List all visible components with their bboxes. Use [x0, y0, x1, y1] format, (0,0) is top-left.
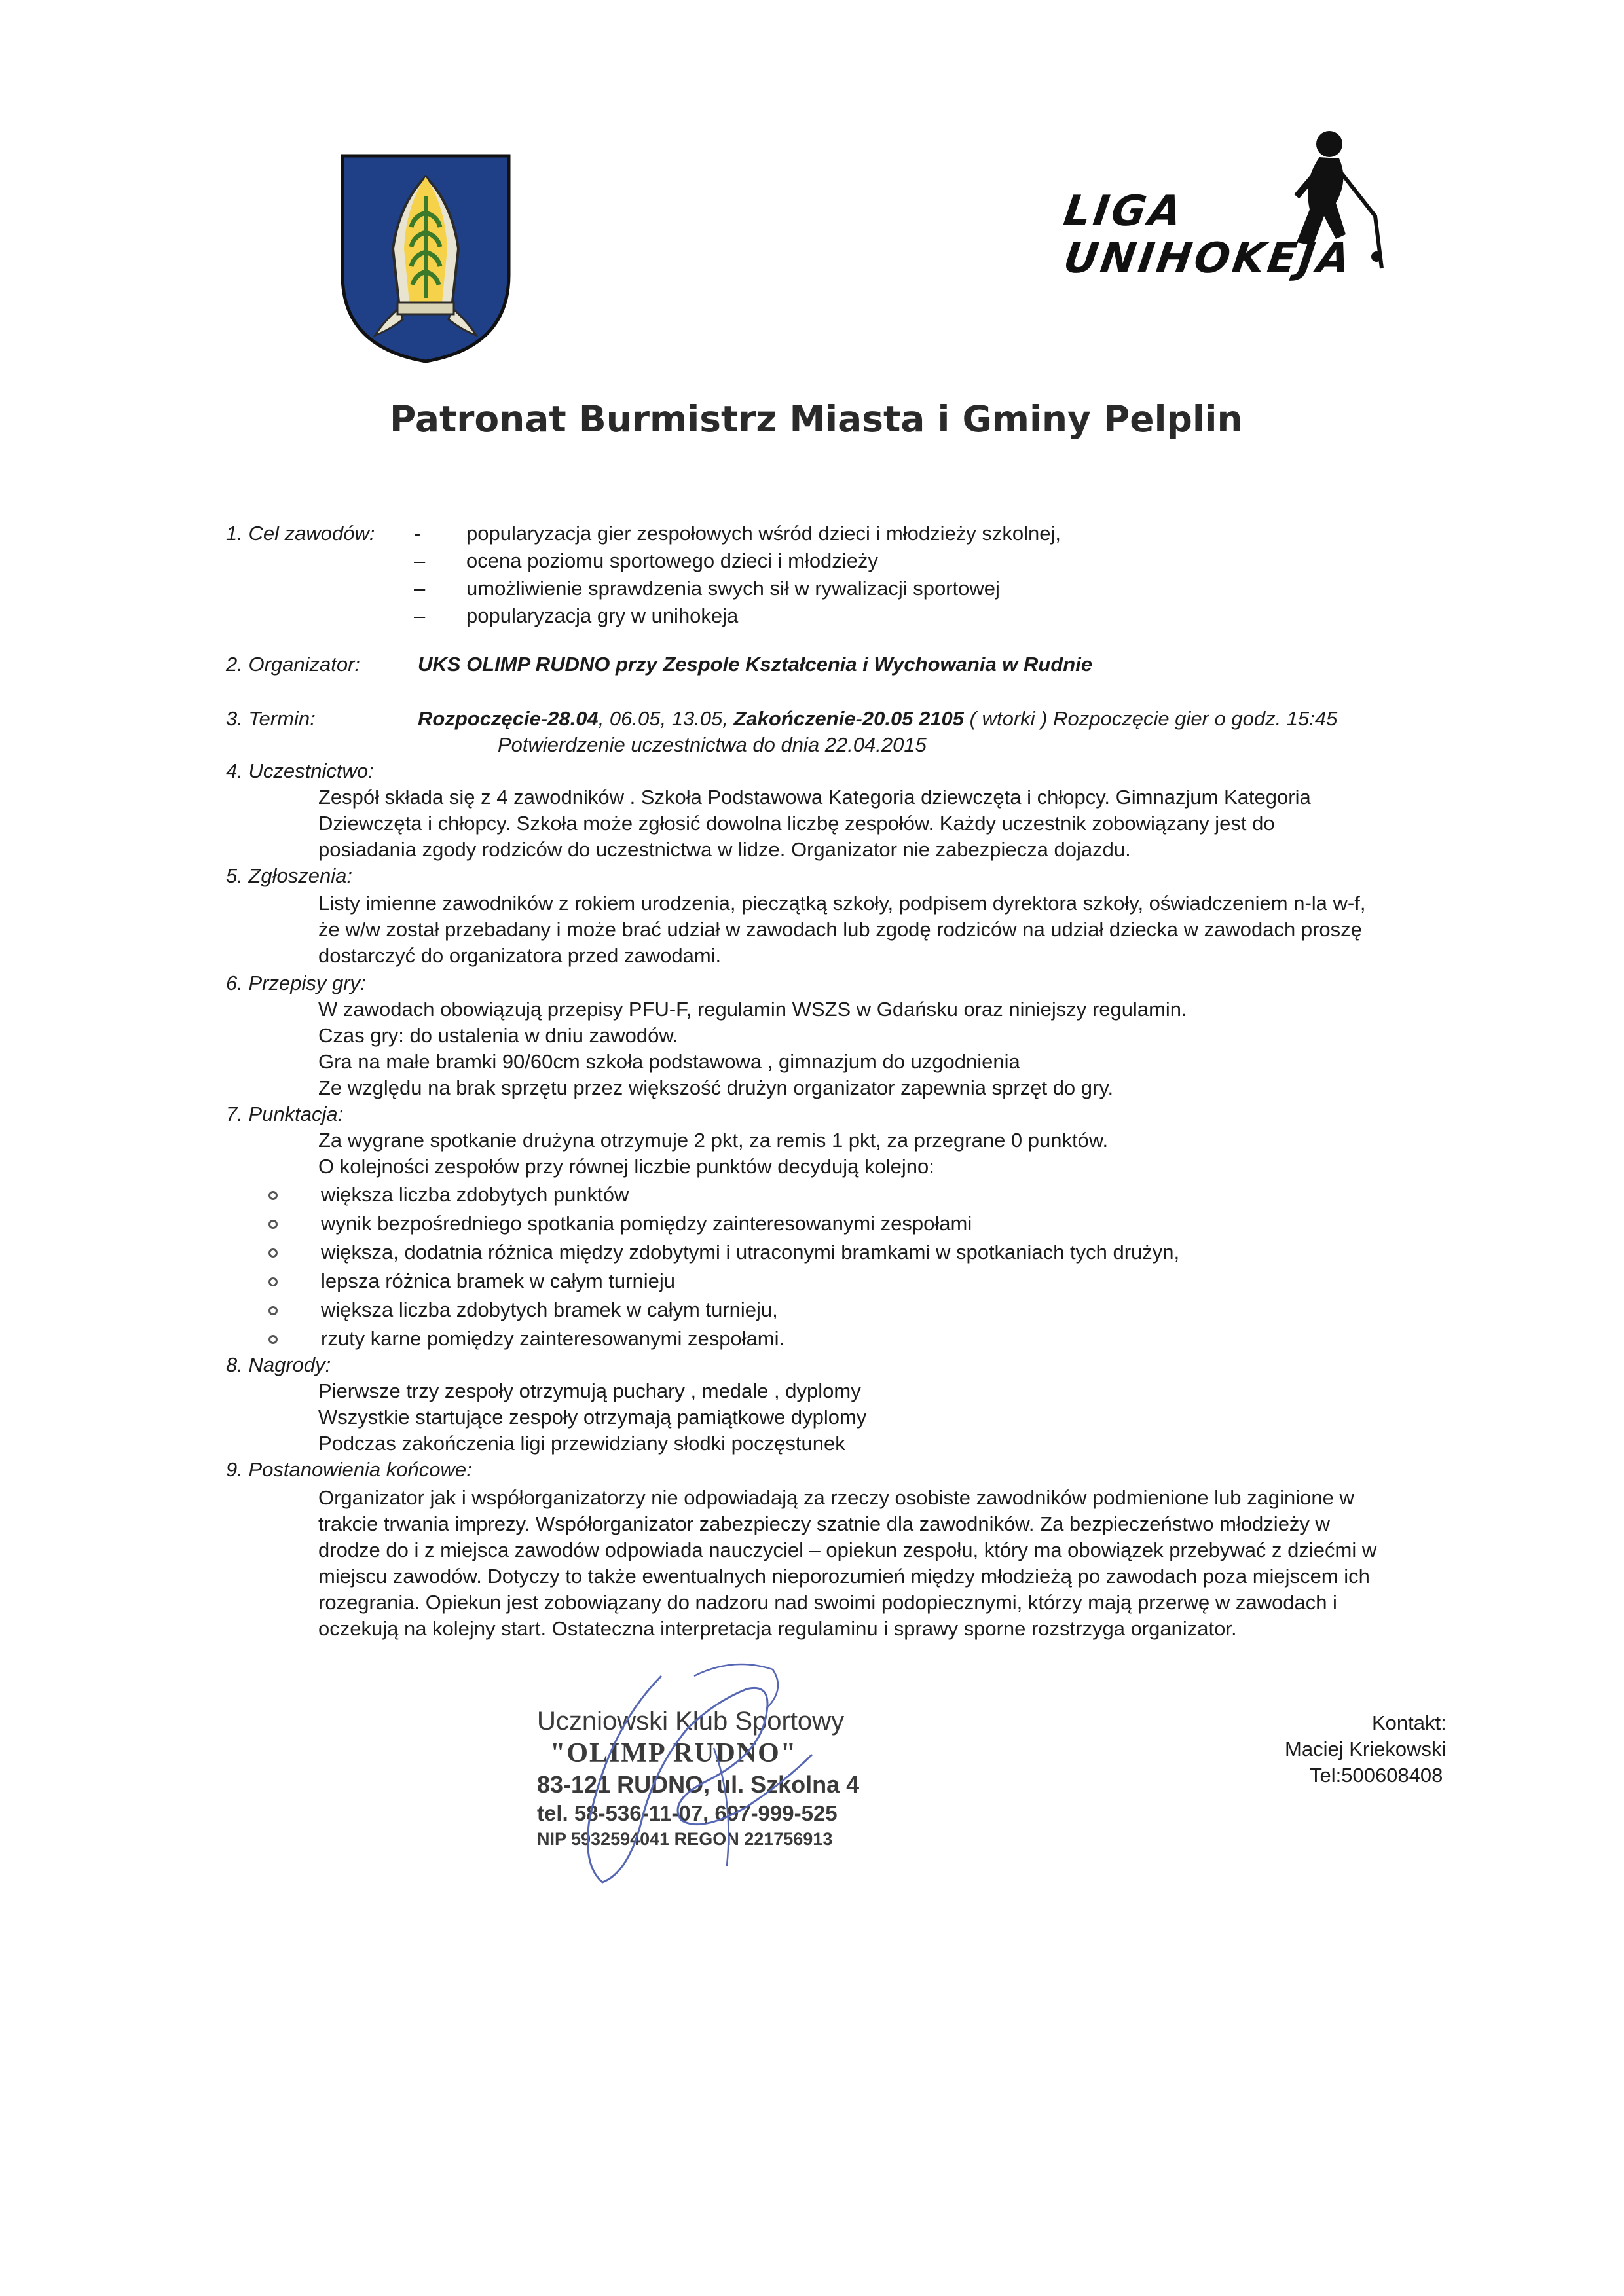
scoring-line: O kolejności zespołów przy równej liczbie punktów decydują kolejno: [318, 1155, 934, 1178]
final-provisions-line: trakcie trwania imprezy. Współorganizator zabezpieczy szatnie dla zawodników. Za bezpieczeństwo młodzieży w [318, 1512, 1330, 1535]
schedule-tail: ( wtorki ) Rozpoczęcie gier o godz. 15:45 [964, 707, 1338, 730]
bullet-icon [268, 1248, 278, 1258]
schedule-start: Rozpoczęcie-28.04 [418, 707, 599, 730]
liga-logo-line1: LIGA [1060, 187, 1187, 236]
rules-line: Gra na małe bramki 90/60cm szkoła podstawowa , gimnazjum do uzgodnienia [318, 1050, 1020, 1073]
stamp-line: "OLIMP RUDNO" [550, 1738, 798, 1768]
dash-marker: – [414, 577, 426, 600]
registration-line: Listy imienne zawodników z rokiem urodzenia, pieczątką szkoły, podpisem dyrektora szkoły, oświadczeniem n-la w-f, [318, 892, 1366, 915]
section-4-label: 4. Uczestnictwo: [226, 759, 374, 782]
participation-line: posiadania zgody rodziców do uczestnictwa w lidze. Organizator nie zabezpiecza dojazdu. [318, 838, 1131, 861]
section-6-label: 6. Przepisy gry: [226, 972, 366, 994]
coat-of-arms-icon [337, 151, 514, 367]
goal-item: popularyzacja gier zespołowych wśród dzieci i młodzieży szkolnej, [466, 522, 1061, 545]
confirmation-deadline: Potwierdzenie uczestnictwa do dnia 22.04.2015 [498, 733, 927, 756]
schedule-line [418, 706, 1337, 732]
stamp-line: Uczniowski Klub Sportowy [537, 1707, 845, 1736]
final-provisions-line: rozegrania. Opiekun jest zobowiązany do nadzoru nad swoimi podopiecznymi, którzy mają przerwę w zawodach i [318, 1591, 1337, 1614]
dash-marker: - [414, 522, 421, 545]
signature-icon [550, 1650, 891, 1899]
contact-name: Maciej Kriekowski [1285, 1738, 1447, 1760]
prizes-line: Podczas zakończenia ligi przewidziany słodki poczęstunek [318, 1432, 845, 1455]
bullet-icon [268, 1191, 278, 1200]
section-9-label: 9. Postanowienia końcowe: [226, 1458, 472, 1481]
tiebreak-item: wynik bezpośredniego spotkania pomiędzy zainteresowanymi zespołami [321, 1212, 972, 1235]
final-provisions-line: miejscu zawodów. Dotyczy to także ewentualnych nieporozumień między młodzieżą po zawodach poza miejscem ich [318, 1565, 1370, 1588]
participation-line: Dziewczęta i chłopcy. Szkoła może zgłosić dowolna liczbę zespołów. Każdy uczestnik zobowiązany jest do [318, 812, 1275, 835]
rules-line: Czas gry: do ustalenia w dniu zawodów. [318, 1024, 678, 1047]
section-1-label: 1. Cel zawodów: [226, 522, 375, 545]
tiebreak-item: rzuty karne pomiędzy zainteresowanymi zespołami. [321, 1327, 785, 1350]
schedule-end: Zakończenie-20.05 2105 [733, 707, 965, 730]
section-2-label: 2. Organizator: [226, 653, 361, 676]
final-provisions-line: drodze do i z miejsca zawodów odpowiada nauczyciel – opiekun zespołu, który ma obowiązek przebywać z dziećmi w [318, 1539, 1377, 1561]
goal-item: popularyzacja gry w unihokeja [466, 604, 739, 627]
rules-line: W zawodach obowiązują przepisy PFU-F, regulamin WSZS w Gdańsku oraz niniejszy regulamin. [318, 998, 1187, 1021]
bullet-icon [268, 1335, 278, 1344]
organizer-text: UKS OLIMP RUDNO przy Zespole Kształcenia i Wychowania w Rudnie [418, 653, 1093, 676]
contact-label: Kontakt: [1372, 1711, 1447, 1734]
participation-line: Zespół składa się z 4 zawodników . Szkoła Podstawowa Kategoria dziewczęta i chłopcy. Gimnazjum Kategoria [318, 786, 1311, 809]
dash-marker: – [414, 604, 426, 627]
final-provisions-line: Organizator jak i współorganizatorzy nie odpowiadają za rzeczy osobiste zawodników podmienione lub zaginione w [318, 1486, 1354, 1509]
stamp-line: tel. 58-536-11-07, 697-999-525 [537, 1801, 838, 1825]
registration-line: że w/w został przebadany i może brać udział w zawodach lub zgodę rodziców na udział dziecka w zawodach proszę [318, 918, 1362, 941]
tiebreak-item: większa liczba zdobytych bramek w całym turnieju, [321, 1298, 778, 1321]
dash-marker: – [414, 549, 426, 572]
tiebreak-item: większa, dodatnia różnica między zdobytymi i utraconymi bramkami w spotkaniach tych drużyn, [321, 1241, 1180, 1264]
page-title: Patronat Burmistrz Miasta i Gminy Pelplin [390, 398, 1243, 440]
bullet-icon [268, 1277, 278, 1286]
schedule-mid: , 06.05, 13.05, [598, 707, 734, 730]
goal-item: umożliwienie sprawdzenia swych sił w rywalizacji sportowej [466, 577, 1000, 600]
rules-line: Ze względu na brak sprzętu przez większość drużyn organizator zapewnia sprzęt do gry. [318, 1076, 1114, 1099]
bullet-icon [268, 1306, 278, 1315]
tiebreak-item: lepsza różnica bramek w całym turnieju [321, 1269, 675, 1292]
scoring-line: Za wygrane spotkanie drużyna otrzymuje 2 pkt, za remis 1 pkt, za przegrane 0 punktów. [318, 1129, 1109, 1152]
stamp-line: NIP 5932594041 REGON 221756913 [537, 1829, 833, 1849]
bullet-icon [268, 1220, 278, 1229]
goal-item: ocena poziomu sportowego dzieci i młodzieży [466, 549, 878, 572]
liga-logo-line2: UNIHOKEJA [1060, 234, 1356, 283]
section-5-label: 5. Zgłoszenia: [226, 864, 352, 887]
final-provisions-line: oczekują na kolejny start. Ostateczna interpretacja regulaminu i sprawy sporne rozstrzyga organizator. [318, 1617, 1237, 1640]
section-3-label: 3. Termin: [226, 707, 316, 730]
stamp-line: 83-121 RUDNO, ul. Szkolna 4 [537, 1771, 860, 1798]
prizes-line: Pierwsze trzy zespoły otrzymują puchary , medale , dyplomy [318, 1379, 861, 1402]
tiebreak-item: większa liczba zdobytych punktów [321, 1183, 629, 1206]
prizes-line: Wszystkie startujące zespoły otrzymają pamiątkowe dyplomy [318, 1406, 867, 1429]
registration-line: dostarczyć do organizatora przed zawodami. [318, 944, 722, 967]
section-7-label: 7. Punktacja: [226, 1102, 344, 1125]
section-8-label: 8. Nagrody: [226, 1353, 331, 1376]
contact-phone: Tel:500608408 [1310, 1764, 1443, 1787]
